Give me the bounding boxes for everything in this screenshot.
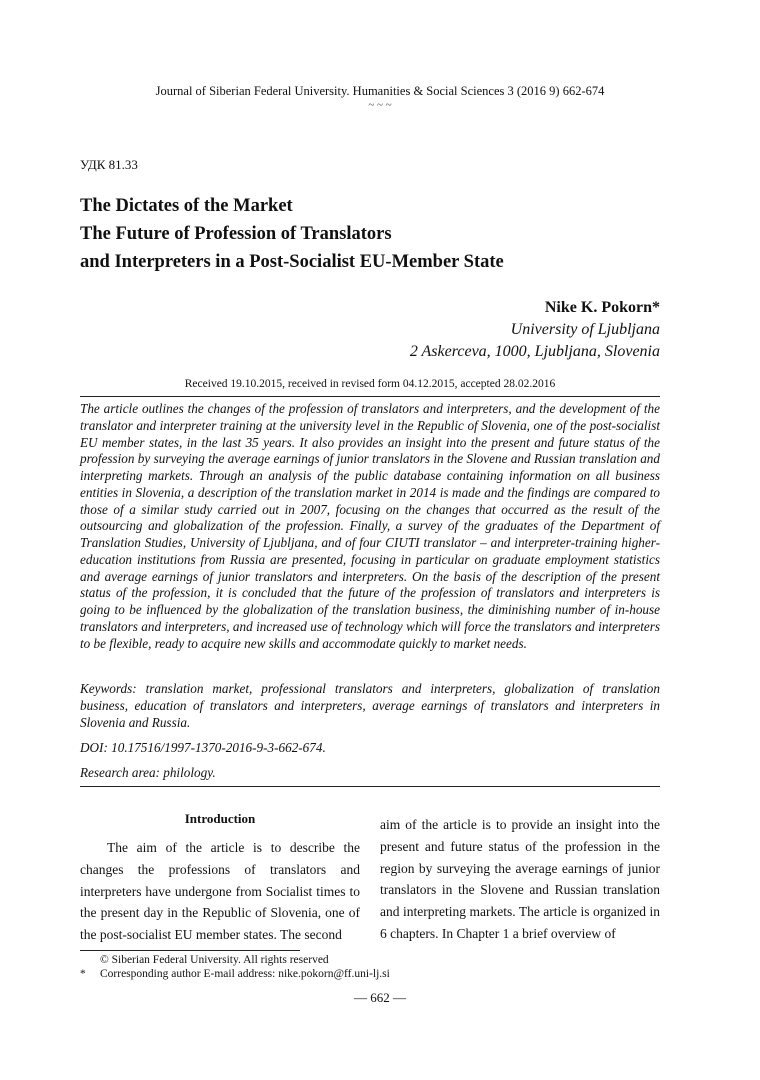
author-block	[410, 297, 660, 363]
footnote-asterisk: *	[80, 968, 86, 980]
title-line-1: The Dictates of the Market	[80, 196, 293, 216]
copyright-text: © Siberian Federal University. All rights reserved	[100, 954, 329, 966]
title-line-2: The Future of Profession of Translators	[80, 224, 392, 244]
keywords: Keywords: translation market, professional translators and interpreters, globalization of translation business, education of translators and interpreters, average earnings of translators and interpreters in Slovenia and Russia.	[80, 681, 660, 730]
abstract-top-rule	[80, 396, 660, 397]
abstract: The article outlines the changes of the profession of translators and interpreters, and the development of the translator and interpreter training at the university level in the Republic of Slovenia, one of the post-socialist EU member states, in the last 35 years. It also provides an insight into the present and future status of the profession by surveying the average earnings of junior translators in the Slovene and Russian translation and interpreting markets. Through an analysis of the public database containing information on all business entities in Slovenia, a description of the translation market in 2014 is made and the findings are compared to those of a similar study carried out in 2007, focusing on the changes that occurred as the result of the outsourcing and globalization of the profession. Finally, a survey of the graduates of the Department of Translation Studies, University of Ljubljana, and of four CIUTI translator – and interpreter-training higher-education institutions from Russia are presented, focusing in particular on graduate employment statistics and average earnings of junior translators and interpreters. On the basis of the description of the present status of the profession, it is concluded that the future of the profession of translators and interpreters is going to be influenced by the globalization of the translation business, the diminishing number of in-house translators and interpreters, and increased use of technology which will force the translators and interpreters to be flexible, ready to acquire new skills and accommodate quickly to market needs.	[80, 401, 660, 651]
body-paragraph-right: aim of the article is to provide an insight into the present and future status of the profession in the region by surveying the average earnings of junior translators in the Slovene and Russian translation and interpreting markets. The article is organized in 6 chapters. In Chapter 1 a brief overview of	[380, 817, 660, 941]
udc-code: УДК 81.33	[80, 157, 138, 172]
journal-header: Journal of Siberian Federal University. Humanities & Social Sciences 3 (2016 9) 662-674	[155, 84, 605, 98]
body-left-column	[80, 810, 360, 946]
abstract-bottom-rule	[80, 786, 660, 787]
research-area: Research area: philology.	[80, 765, 216, 780]
author-name: Nike K. Pokorn*	[544, 299, 660, 316]
footnote-copyright	[80, 953, 329, 967]
received-dates: Received 19.10.2015, received in revised form 04.12.2015, accepted 28.02.2016	[184, 378, 556, 390]
body-paragraph-left: The aim of the article is to describe the changes the professions of translators and interpreters have undergone from Socialist times to the present day in the Republic of Slovenia, one of the post-socialist EU member states. The second	[80, 840, 360, 943]
header-ornament: ~ ~ ~	[368, 99, 392, 111]
doi: DOI: 10.17516/1997-1370-2016-9-3-662-674.	[80, 740, 326, 755]
author-address: 2 Askerceva, 1000, Ljubljana, Slovenia	[409, 343, 660, 360]
footnote-corresponding	[80, 967, 390, 981]
author-affiliation: University of Ljubljana	[510, 321, 660, 338]
section-heading-introduction: Introduction	[184, 811, 256, 826]
footnote-rule	[80, 950, 300, 951]
body-right-column	[380, 814, 660, 945]
article-title	[80, 192, 680, 276]
corresponding-email-text: Corresponding author E-mail address: nike.pokorn@ff.uni-lj.si	[100, 968, 390, 980]
page-number: — 662 —	[354, 990, 406, 1005]
title-line-3: and Interpreters in a Post-Socialist EU-Member State	[80, 252, 504, 272]
